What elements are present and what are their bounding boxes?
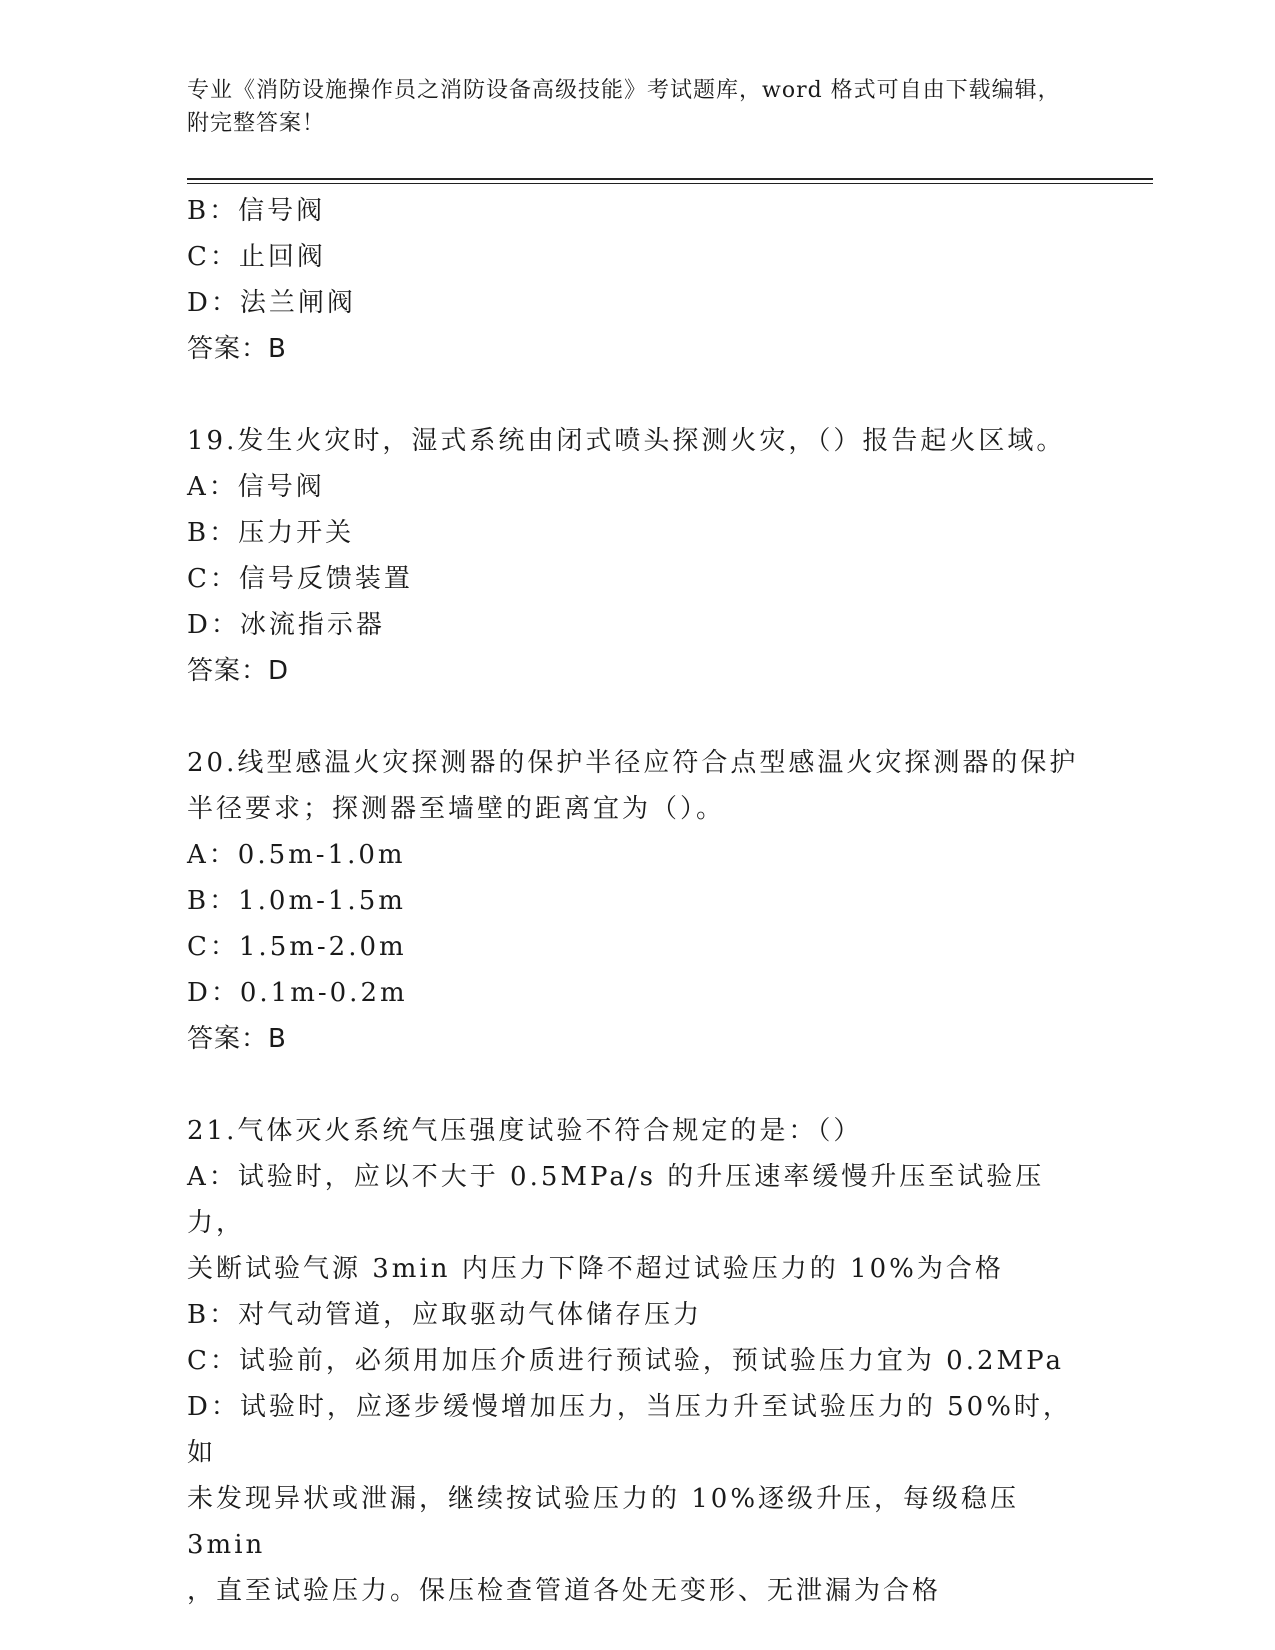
q19-answer: 答案：D (187, 656, 290, 686)
question-content (187, 188, 1087, 1614)
document-header: 专业《消防设施操作员之消防设备高级技能》考试题库，word 格式可自由下载编辑，附完整答案！ (187, 78, 1061, 136)
q19-stem: 19.发生火灾时，湿式系统由闭式喷头探测火灾，（）报告起火区域。 (187, 426, 1066, 456)
q21-option-c: C：试验前，必须用加压介质进行预试验，预试验压力宜为 0.2MPa (187, 1346, 1064, 1376)
q20-stem-line-2: 半径要求；探测器至墙壁的距离宜为（）。 (187, 794, 726, 824)
q21-option-d-line-3: ，直至试验压力。保压检查管道各处无变形、无泄漏为合格 (187, 1576, 942, 1606)
q20-option-a: A：0.5m-1.0m (187, 840, 406, 870)
spacer (187, 372, 1087, 418)
header-rule-thin (187, 183, 1153, 184)
q20-answer: 答案：B (187, 1024, 287, 1054)
q20-stem-line-1: 20.线型感温火灾探测器的保护半径应符合点型感温火灾探测器的保护 (187, 748, 1079, 778)
q21-option-a-line-1: A：试验时，应以不大于 0.5MPa/s 的升压速率缓慢升压至试验压力， (187, 1162, 1045, 1238)
q20-option-b: B：1.0m-1.5m (187, 886, 406, 916)
q19-option-d: D：冰流指示器 (187, 610, 385, 640)
q21-option-d-line-2: 未发现异状或泄漏，继续按试验压力的 10%逐级升压，每级稳压 3min (187, 1484, 1031, 1560)
q18-option-b: B：信号阀 (187, 196, 326, 226)
header-rule-thick (187, 178, 1153, 180)
q19-option-a: A：信号阀 (187, 472, 325, 502)
q21-option-b: B：对气动管道，应取驱动气体储存压力 (187, 1300, 703, 1330)
q19-option-c: C：信号反馈装置 (187, 564, 413, 594)
q21-option-d-line-1: D：试验时，应逐步缓慢增加压力，当压力升至试验压力的 50%时，如 (187, 1392, 1072, 1468)
q21-stem: 21.气体灭火系统气压强度试验不符合规定的是：（） (187, 1116, 863, 1146)
spacer (187, 694, 1087, 740)
q21-option-a-line-2: 关断试验气源 3min 内压力下降不超过试验压力的 10%为合格 (187, 1254, 1004, 1284)
q20-option-c: C：1.5m-2.0m (187, 932, 407, 962)
q18-answer: 答案：B (187, 334, 287, 364)
q20-option-d: D：0.1m-0.2m (187, 978, 408, 1008)
spacer (187, 1062, 1087, 1108)
q19-option-b: B：压力开关 (187, 518, 355, 548)
q18-option-c: C：止回阀 (187, 242, 326, 272)
q18-option-d: D：法兰闸阀 (187, 288, 356, 318)
